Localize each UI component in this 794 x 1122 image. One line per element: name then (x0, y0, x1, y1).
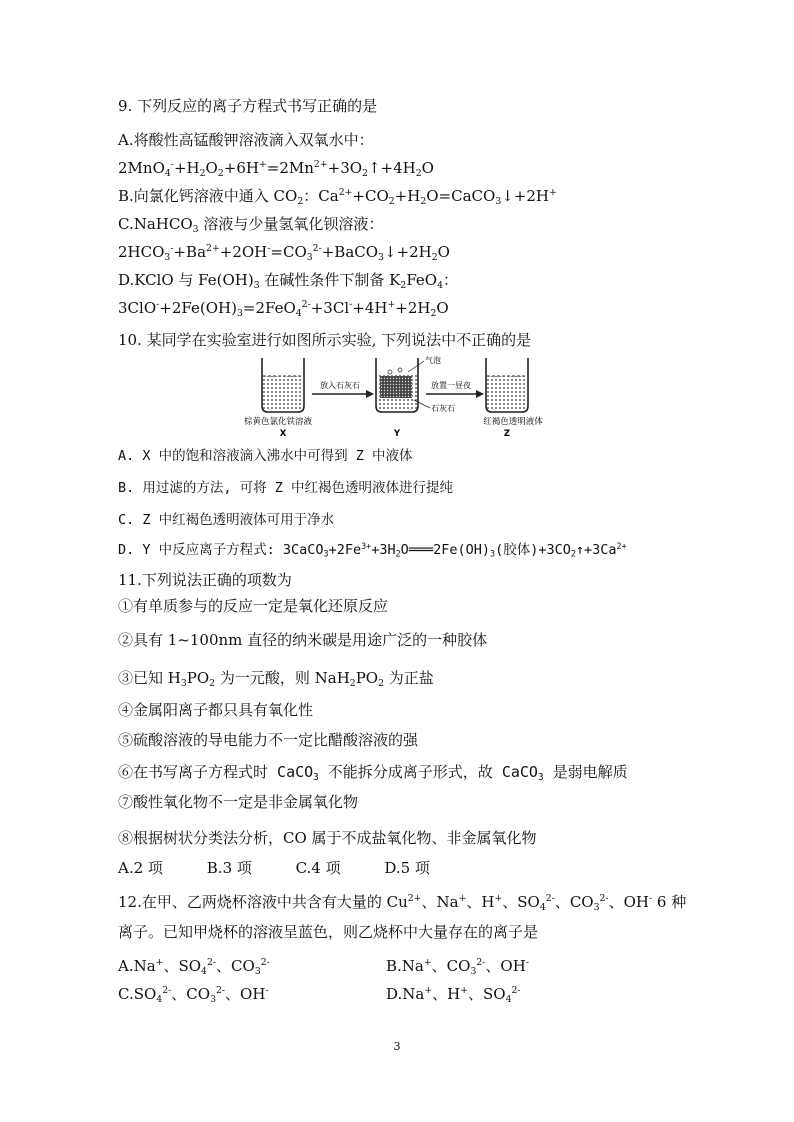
q11-item-7: ⑦酸性氧化物不一定是非金属氧化物 (118, 793, 359, 811)
q11-option-c: C.4 项 (295, 859, 341, 877)
q10-option-c: C. Z 中红褐色透明液体可用于净水 (118, 512, 335, 528)
q9-stem: 9. 下列反应的离子方程式书写正确的是 (118, 97, 378, 115)
q10-stem: 10. 某同学在实验室进行如图所示实验, 下列说法中不正确的是 (118, 331, 532, 349)
beaker-z-liquid (487, 376, 527, 411)
q9-option-d-equation: $3ClO^-+2Fe(OH)_3=2FeO_4^{2-}+3Cl^-+4H^++2H_2O$ (118, 299, 449, 319)
q11-option-b: B.3 项 (206, 859, 252, 877)
q11-stem: 11.下列说法正确的项数为 (118, 571, 292, 589)
q9-option-b: B.向氯化钙溶液中通入 $CO_2$：$Ca^{2+}+CO_2+H_2O=CaCO_3↓+2H^+$ (118, 187, 557, 207)
arrow1-label: 放入石灰石 (320, 381, 360, 390)
page-number: 3 (393, 1040, 401, 1053)
q11-item-6: ⑥在书写离子方程式时 CaCO$_3$ 不能拆分成离子形式，故 CaCO$_3$ 是弱电解质 (118, 763, 628, 783)
q10-option-a: A. X 中的饱和溶液滴入沸水中可得到 Z 中液体 (118, 448, 413, 464)
q12-option-d: D.Na+、H+、$SO_4^{2-}$ (386, 985, 521, 1005)
q12-stem-line-1: 12.在甲、乙两烧杯溶液中共含有大量的 $Cu^{2+}$、Na+、H+、$SO_4^{2-}$、$CO_3^{2-}$、OH- 6 种 (118, 893, 687, 913)
letter-x: X (279, 429, 287, 439)
q11-item-8: ⑧根据树状分类法分析，CO 属于不成盐氧化物、非金属氧化物 (118, 829, 537, 847)
q12-option-a: A.Na+、$SO_4^{2-}$、$CO_3^{2-}$ (118, 957, 270, 977)
bubble-label: 气泡 (425, 356, 441, 365)
q12-stem-line-2: 离子。已知甲烧杯的溶液呈蓝色，则乙烧杯中大量存在的离子是 (118, 923, 539, 941)
q9-option-a-equation: $2MnO_4^-+H_2O_2+6H^+=2Mn^{2+}+3O_2↑+4H_2O$ (118, 159, 434, 179)
beaker-x-label: 棕黄色氯化铁溶液 (243, 417, 313, 427)
q11-item-4: ④金属阳离子都只具有氧化性 (118, 701, 314, 719)
q12-option-b: B.Na+、$CO_3^{2-}$、OH- (386, 957, 529, 977)
beaker-z-label: 红褐色透明液体 (483, 417, 543, 427)
q11-option-d: D.5 项 (384, 859, 430, 877)
arrow-1 (312, 380, 374, 398)
experiment-figure (230, 350, 550, 444)
q9-option-c-equation: $2HCO_3^-+Ba^{2+}+2OH^-=CO_3^{2-}+BaCO_3↓+2H_2O$ (118, 243, 450, 263)
limestone-chunks (380, 376, 412, 398)
q10-option-d: D. Y 中反应离子方程式: $3CaCO_3+2Fe^{3+}+3H_2O═══2Fe(OH)_3$(胶体)$+3CO_2↑+3Ca^{2+}$ (118, 540, 627, 559)
q11-item-1: ①有单质参与的反应一定是氧化还原反应 (118, 597, 389, 615)
beaker-x-solution (263, 376, 303, 411)
q9-option-c-label: C.NaHCO$_3$ 溶液与少量氢氧化钡溶液： (118, 215, 384, 235)
stone-label: 石灰石 (431, 404, 455, 413)
q10-option-b: B. 用过滤的方法, 可将 Z 中红褐色透明液体进行提纯 (118, 480, 454, 496)
arrow-2 (414, 380, 484, 413)
q11-options (118, 858, 430, 878)
arrow2-label: 放置一昼夜 (431, 381, 471, 390)
q12-option-c: $C.SO_4^{2-}$、$CO_3^{2-}$、OH- (118, 985, 269, 1005)
experiment-diagram (230, 350, 550, 440)
letter-y: Y (393, 429, 401, 439)
q11-item-3: ③已知 $H_3PO_2$ 为一元酸，则 $NaH_2PO_2$ 为正盐 (118, 669, 434, 689)
q11-option-a: A.2 项 (118, 859, 163, 877)
q11-item-5: ⑤硫酸溶液的导电能力不一定比醋酸溶液的强 (118, 731, 419, 749)
letter-z: Z (503, 429, 511, 439)
beaker-x (262, 358, 304, 412)
beaker-z (486, 358, 528, 412)
q9-option-d-label: D.KClO 与 $Fe(OH)_3$ 在碱性条件下制备 $K_2FeO_4$： (118, 271, 459, 291)
q9-option-a-label: A.将酸性高锰酸钾溶液滴入双氧水中： (118, 131, 374, 149)
q11-item-2: ②具有 1~100nm 直径的纳米碳是用途广泛的一种胶体 (118, 631, 488, 649)
